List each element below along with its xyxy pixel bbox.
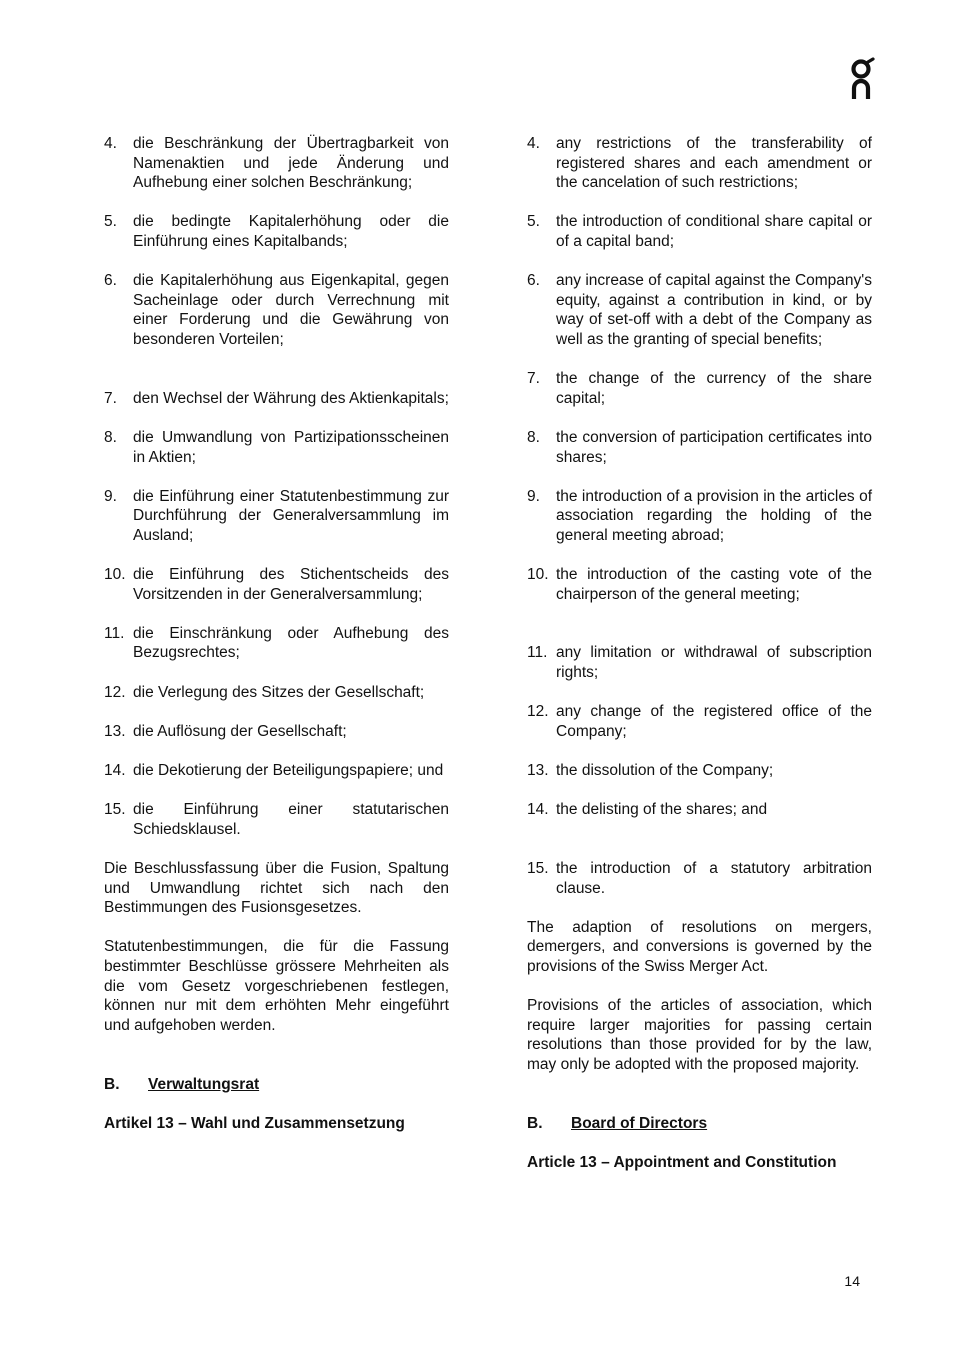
item-text: the dissolution of the Company; <box>556 762 774 779</box>
item-number: 5. <box>104 213 117 231</box>
list-item <box>527 800 872 820</box>
item-number: 15. <box>527 859 549 877</box>
item-text: the introduction of the casting vote of the chairperson of the general meeting; <box>556 566 872 603</box>
item-number: 4. <box>527 135 540 152</box>
paragraph: Die Beschlussfassung über die Fusion, Spaltung und Umwandlung richtet sich nach den Bestimmungen des Fusionsgesetzes. <box>104 859 449 917</box>
item-number: 12. <box>104 683 126 701</box>
item-number: 6. <box>104 272 117 290</box>
list-item <box>104 800 449 839</box>
item-text: the delisting of the shares; and <box>556 801 768 819</box>
list-item <box>104 389 449 409</box>
item-text: any restrictions of the transferability of registered shares and each amendment or the cancelation of such restrictions; <box>556 135 872 192</box>
list-item <box>527 212 872 251</box>
item-number: 15. <box>104 801 126 819</box>
item-text: die Auflösung der Gesellschaft; <box>133 722 347 740</box>
item-text: die Einführung einer statutarischen Schiedsklausel. <box>133 801 449 838</box>
item-number: 8. <box>104 428 117 446</box>
item-number: 7. <box>527 370 540 388</box>
item-text: the change of the currency of the share capital; <box>556 370 872 407</box>
section-title: Board of Directors <box>571 1114 708 1132</box>
list-item <box>104 487 449 546</box>
list-item <box>104 722 449 742</box>
list-item <box>527 134 872 193</box>
item-text: the introduction of a statutory arbitration clause. <box>556 859 872 897</box>
page-number: 14 <box>844 1273 860 1289</box>
list-item <box>104 683 449 703</box>
list-item <box>104 271 449 349</box>
list-item <box>527 643 872 682</box>
list-item <box>527 761 872 781</box>
item-number: 14. <box>104 762 126 779</box>
item-number: 14. <box>527 801 549 819</box>
item-text: die Verlegung des Sitzes der Gesellschaft; <box>133 683 425 701</box>
item-text: die Beschränkung der Übertragbarkeit von Namenaktien und jede Änderung und Aufhebung einer solchen Beschränkung; <box>133 135 449 192</box>
section-letter: B. <box>104 1075 120 1093</box>
item-number: 9. <box>527 487 540 505</box>
item-text: die Dekotierung der Beteiligungspapiere; und <box>133 762 444 779</box>
list-item <box>527 369 872 408</box>
item-number: 10. <box>104 566 126 584</box>
item-number: 11. <box>527 644 548 662</box>
section-title: Verwaltungsrat <box>148 1075 260 1093</box>
item-text: die Kapitalerhöhung aus Eigenkapital, gegen Sacheinlage oder durch Verrechnung mit einer Forderung und die Gewährung von besonderen Vorteilen; <box>133 272 449 348</box>
english-column <box>527 134 872 1172</box>
list-item <box>527 487 872 546</box>
item-text: die Einschränkung oder Aufhebung des Bezugsrechtes; <box>133 624 449 662</box>
item-number: 9. <box>104 487 117 505</box>
item-number: 10. <box>527 566 549 584</box>
list-item <box>527 702 872 741</box>
item-text: any change of the registered office of the Company; <box>556 703 872 740</box>
item-text: the conversion of participation certificates into shares; <box>556 428 872 466</box>
item-text: the introduction of a provision in the articles of association regarding the holding of the general meeting abroad; <box>556 487 872 544</box>
list-item <box>104 428 449 467</box>
german-column <box>104 134 449 1133</box>
item-text: any limitation or withdrawal of subscription rights; <box>556 644 872 682</box>
item-number: 4. <box>104 135 117 152</box>
paragraph: Statutenbestimmungen, die für die Fassung bestimmter Beschlüsse grössere Mehrheiten als die vom Gesetz vorgeschriebenen festlegen, können nur mit dem erhöhten Mehr eingeführt und aufgehoben werden. <box>104 938 449 1034</box>
item-number: 6. <box>527 272 540 290</box>
article-heading: Article 13 – Appointment and Constitution <box>527 1153 837 1171</box>
article-heading: Artikel 13 – Wahl und Zusammensetzung <box>104 1114 405 1132</box>
item-text: die Umwandlung von Partizipationsscheinen in Aktien; <box>133 428 449 466</box>
item-text: die bedingte Kapitalerhöhung oder die Einführung eines Kapitalbands; <box>133 213 449 250</box>
item-text: die Einführung des Stichentscheids des Vorsitzenden in der Generalversammlung; <box>133 566 449 603</box>
list-item <box>527 428 872 467</box>
item-text: den Wechsel der Währung des Aktienkapitals; <box>133 389 449 407</box>
item-number: 11. <box>104 624 125 642</box>
section-heading <box>104 1075 449 1095</box>
list-item <box>104 761 449 781</box>
list-item <box>104 212 449 251</box>
item-text: the introduction of conditional share capital or of a capital band; <box>556 213 872 250</box>
paragraph: Provisions of the articles of association, which require larger majorities for passing certain resolutions than those provided for by the law, may only be adopted with the proposed majority. <box>527 997 872 1073</box>
item-number: 8. <box>527 428 540 446</box>
section-heading <box>527 1114 872 1134</box>
list-item <box>527 859 872 898</box>
item-number: 5. <box>527 213 540 231</box>
item-number: 7. <box>104 389 117 407</box>
item-text: any increase of capital against the Company's equity, against a contribution in kind, or by way of set-off with a debt of the Company as well as the granting of special benefits; <box>556 272 872 348</box>
on-logo-icon <box>848 56 878 100</box>
section-letter: B. <box>527 1114 543 1132</box>
item-number: 13. <box>104 722 126 740</box>
item-text: die Einführung einer Statutenbestimmung zur Durchführung der Generalversammlung im Ausland; <box>133 487 449 544</box>
paragraph: The adaption of resolutions on mergers, demergers, and conversions is governed by the provisions of the Swiss Merger Act. <box>527 918 872 975</box>
list-item <box>527 271 872 349</box>
item-number: 13. <box>527 762 549 779</box>
list-item <box>104 624 449 663</box>
list-item <box>527 565 872 604</box>
list-item <box>104 565 449 604</box>
list-item <box>104 134 449 193</box>
item-number: 12. <box>527 703 549 721</box>
